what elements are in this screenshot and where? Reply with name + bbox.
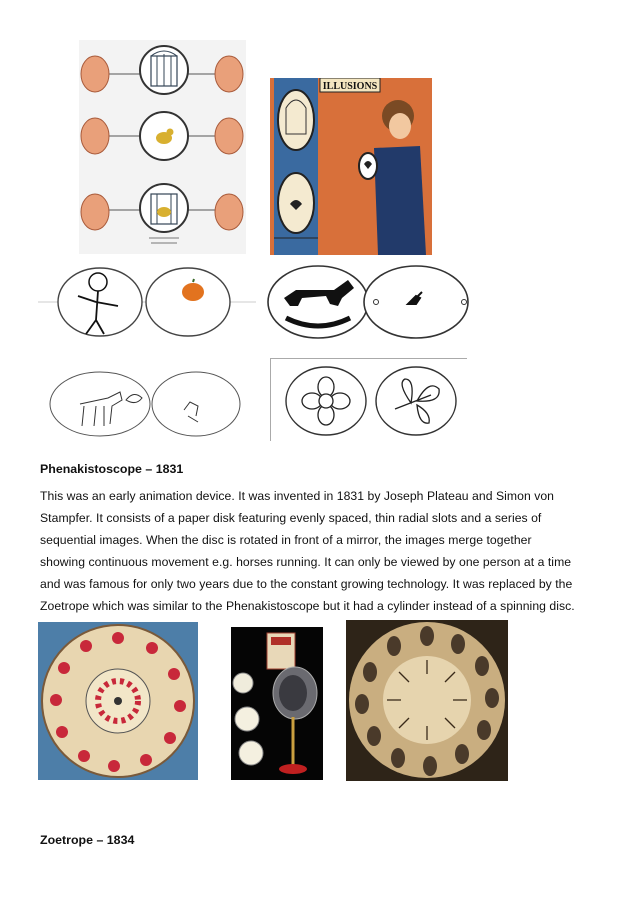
paragraph-line: and was famous for only two years due to the constant growing technology. It was replaced by the — [40, 577, 573, 591]
section-heading-phenakistoscope: Phenakistoscope – 1831 — [40, 462, 184, 476]
illusions-poster-illustration — [270, 78, 432, 255]
thaumatrope-row-bird — [81, 112, 243, 160]
horse-sketch-disc-illustration — [38, 366, 244, 440]
thaumatrope-row-cage — [81, 46, 243, 94]
sepia-phenakistoscope-disc-photo — [346, 620, 508, 781]
thaumatrope-bird-cage-illustration — [79, 40, 246, 254]
poster-sign-text: ILLUSIONS — [322, 81, 378, 92]
paragraph-line: sequential images. When the disc is rotated in front of a mirror, the images merge together — [40, 533, 532, 547]
thaumatrope-row-combined — [81, 184, 243, 243]
flower-butterfly-disc-illustration — [270, 358, 467, 441]
paragraph-line: showing continuous movement e.g. horses running. It can only be viewed by one person at a time — [40, 555, 572, 569]
section-heading-zoetrope: Zoetrope – 1834 — [40, 833, 135, 847]
paragraph-line: This was an early animation device. It was invented in 1831 by Joseph Plateau and Simon von — [40, 489, 555, 503]
paragraph-line: Zoetrope which was similar to the Phenakistoscope but it had a cylinder instead of a spinning disc. — [40, 599, 575, 613]
paragraph-line: Stampfer. It consists of a paper disk featuring evenly spaced, thin radial slots and a series of — [40, 511, 542, 525]
rocking-horse-disc-illustration — [256, 262, 474, 344]
skeleton-pumpkin-disc-illustration — [38, 262, 256, 344]
phenakistoscope-disc-photo — [38, 622, 198, 780]
phenakistoscope-device-photo — [231, 627, 323, 780]
